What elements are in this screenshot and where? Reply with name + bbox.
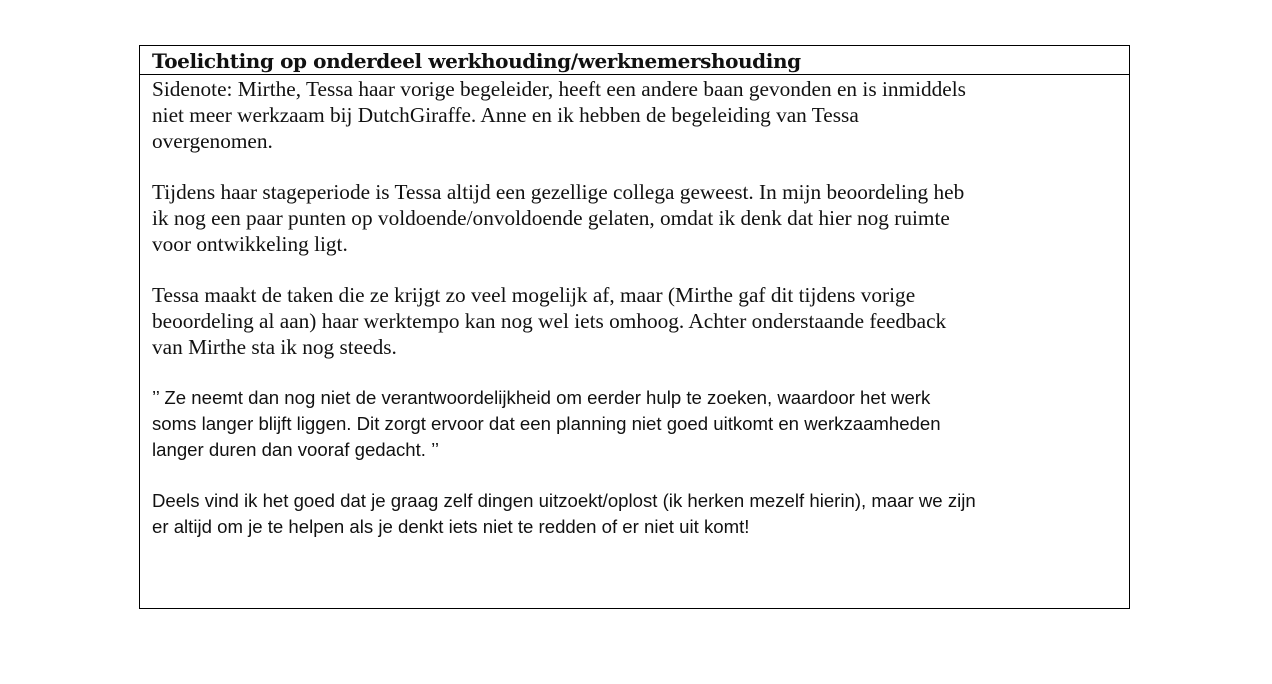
paragraph-quote xyxy=(152,385,1117,463)
text-line: voor ontwikkeling ligt. xyxy=(152,232,348,256)
paragraph-sidenote xyxy=(152,76,1117,154)
text-line: Tessa maakt de taken die ze krijgt zo veel mogelijk af, maar (Mirthe gaf dit tijdens vorige xyxy=(152,283,916,307)
section-title: Toelichting op onderdeel werkhouding/werknemershouding xyxy=(140,46,1129,75)
text-line: Deels vind ik het goed dat je graag zelf dingen uitzoekt/oplost (ik herken mezelf hierin), maar we zijn xyxy=(152,490,976,511)
text-line: van Mirthe sta ik nog steeds. xyxy=(152,335,397,359)
text-line: ’’ Ze neemt dan nog niet de verantwoordelijkheid om eerder hulp te zoeken, waardoor het werk xyxy=(152,387,931,408)
text-line: niet meer werkzaam bij DutchGiraffe. Anne en ik hebben de begeleiding van Tessa xyxy=(152,103,859,127)
text-line: langer duren dan vooraf gedacht. ’’ xyxy=(152,439,440,460)
text-line: beoordeling al aan) haar werktempo kan nog wel iets omhoog. Achter onderstaande feedback xyxy=(152,309,947,333)
text-line: Sidenote: Mirthe, Tessa haar vorige begeleider, heeft een andere baan gevonden en is inmiddels xyxy=(152,77,966,101)
text-line: ik nog een paar punten op voldoende/onvoldoende gelaten, omdat ik denk dat hier nog ruimte xyxy=(152,206,950,230)
feedback-table xyxy=(139,45,1130,609)
paragraph-stageperiode xyxy=(152,179,1117,257)
section-body xyxy=(140,75,1129,540)
text-line: overgenomen. xyxy=(152,129,273,153)
text-line: er altijd om je te helpen als je denkt iets niet te redden of er niet uit komt! xyxy=(152,516,750,537)
paragraph-closing xyxy=(152,488,1117,540)
text-line: Tijdens haar stageperiode is Tessa altijd een gezellige collega geweest. In mijn beoordeling heb xyxy=(152,180,965,204)
paragraph-werktempo xyxy=(152,282,1117,360)
text-line: soms langer blijft liggen. Dit zorgt ervoor dat een planning niet goed uitkomt en werkzaamheden xyxy=(152,413,941,434)
